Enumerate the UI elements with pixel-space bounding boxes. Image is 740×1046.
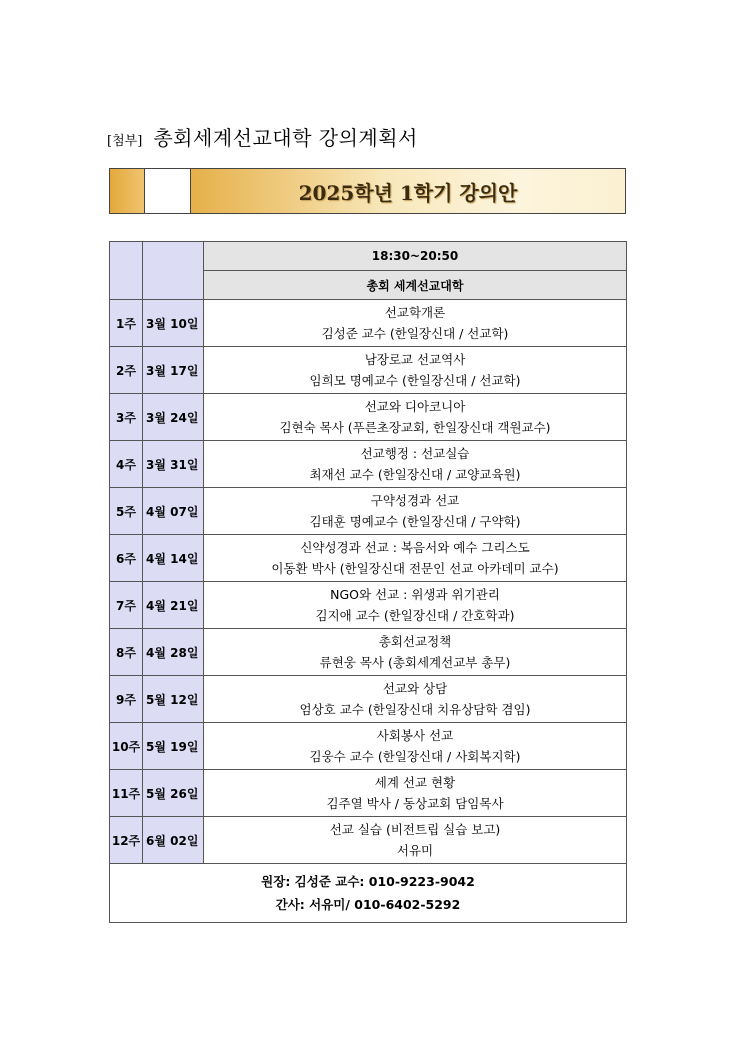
table-row — [110, 441, 627, 488]
banner-title: 2025학년 1학기 강의안 — [298, 180, 518, 205]
lecture-cell — [204, 394, 627, 441]
week-cell: 5주 — [110, 488, 143, 535]
lecture-topic: 선교와 디아코니아 — [364, 399, 466, 414]
lecture-lecturer: 최재선 교수 (한일장신대 / 교양교육원) — [309, 467, 521, 482]
table-row — [110, 347, 627, 394]
date-cell: 5월 26일 — [143, 770, 204, 817]
lecture-topic: 사회봉사 선교 — [376, 728, 454, 743]
lecture-lecturer: 김성준 교수 (한일장신대 / 선교학) — [321, 326, 509, 341]
date-cell: 3월 31일 — [143, 441, 204, 488]
week-cell: 10주 — [110, 723, 143, 770]
header-week-cell — [110, 242, 143, 300]
week-cell: 12주 — [110, 817, 143, 864]
week-cell: 9주 — [110, 676, 143, 723]
lecture-topic: NGO와 선교 : 위생과 위기관리 — [330, 587, 500, 602]
lecture-topic: 선교와 상담 — [382, 681, 448, 696]
header-date-cell — [143, 242, 204, 300]
lecture-lecturer: 서유미 — [396, 843, 434, 858]
lecture-lecturer: 김웅수 교수 (한일장신대 / 사회복지학) — [309, 749, 521, 764]
table-row — [110, 300, 627, 347]
lecture-cell — [204, 535, 627, 582]
table-row — [110, 629, 627, 676]
lecture-cell — [204, 347, 627, 394]
date-cell: 4월 14일 — [143, 535, 204, 582]
date-cell: 6월 02일 — [143, 817, 204, 864]
lecture-lecturer: 이동환 박사 (한일장신대 전문인 선교 아카데미 교수) — [271, 561, 559, 576]
date-cell: 5월 19일 — [143, 723, 204, 770]
lecture-lecturer: 류현웅 목사 (총회세계선교부 총무) — [319, 655, 511, 670]
lecture-lecturer: 김주열 박사 / 동상교회 담임목사 — [326, 796, 504, 811]
date-cell: 3월 24일 — [143, 394, 204, 441]
lecture-lecturer: 김태훈 명예교수 (한일장신대 / 구약학) — [309, 514, 521, 529]
attachment-tag: [첨부] — [107, 134, 143, 149]
lecture-cell — [204, 723, 627, 770]
week-cell: 7주 — [110, 582, 143, 629]
table-row — [110, 676, 627, 723]
lecture-cell — [204, 300, 627, 347]
week-cell: 1주 — [110, 300, 143, 347]
lecture-cell — [204, 441, 627, 488]
banner-gold-block — [110, 169, 145, 213]
lecture-lecturer: 임희모 명예교수 (한일장신대 / 선교학) — [309, 373, 521, 388]
table-row — [110, 582, 627, 629]
lecture-lecturer: 엄상호 교수 (한일장신대 치유상담학 겸임) — [299, 702, 531, 717]
week-cell: 8주 — [110, 629, 143, 676]
lecture-cell — [204, 770, 627, 817]
table-row — [110, 394, 627, 441]
director-contact: 원장: 김성준 교수: 010-9223-9042 — [261, 874, 475, 889]
lecture-schedule-table — [109, 241, 627, 923]
lecture-topic: 선교 실습 (비전트립 실습 보고) — [329, 822, 501, 837]
date-cell: 4월 07일 — [143, 488, 204, 535]
lecture-cell — [204, 488, 627, 535]
secretary-contact: 간사: 서유미/ 010-6402-5292 — [275, 897, 461, 912]
semester-banner — [109, 168, 626, 214]
table-row — [110, 535, 627, 582]
lecture-topic: 총회선교정책 — [378, 634, 452, 649]
table-row — [110, 817, 627, 864]
document-header — [107, 122, 418, 151]
lecture-topic: 선교행정 : 선교실습 — [360, 446, 470, 461]
date-cell: 3월 17일 — [143, 347, 204, 394]
banner-white-block — [145, 169, 191, 213]
lecture-cell — [204, 582, 627, 629]
org-header: 총회 세계선교대학 — [204, 271, 627, 300]
contact-footer — [110, 864, 627, 923]
table-row — [110, 488, 627, 535]
table-row — [110, 723, 627, 770]
date-cell: 5월 12일 — [143, 676, 204, 723]
lecture-topic: 신약성경과 선교 : 복음서와 예수 그리스도 — [300, 540, 530, 555]
week-cell: 3주 — [110, 394, 143, 441]
week-cell: 4주 — [110, 441, 143, 488]
lecture-topic: 남장로교 선교역사 — [364, 352, 466, 367]
lecture-topic: 구약성경과 선교 — [370, 493, 460, 508]
week-cell: 2주 — [110, 347, 143, 394]
lecture-topic: 세계 선교 현황 — [374, 775, 456, 790]
time-header: 18:30~20:50 — [204, 242, 627, 271]
document-title: 총회세계선교대학 강의계획서 — [153, 126, 418, 150]
lecture-topic: 선교학개론 — [384, 305, 446, 320]
lecture-cell — [204, 629, 627, 676]
week-cell: 6주 — [110, 535, 143, 582]
week-cell: 11주 — [110, 770, 143, 817]
banner-title-cell — [191, 169, 625, 213]
lecture-cell — [204, 676, 627, 723]
date-cell: 3월 10일 — [143, 300, 204, 347]
contact-footer-row — [110, 864, 627, 923]
lecture-lecturer: 김지애 교수 (한일장신대 / 간호학과) — [315, 608, 515, 623]
date-cell: 4월 21일 — [143, 582, 204, 629]
table-row — [110, 770, 627, 817]
lecture-lecturer: 김현숙 목사 (푸른초장교회, 한일장신대 객원교수) — [279, 420, 551, 435]
lecture-cell — [204, 817, 627, 864]
date-cell: 4월 28일 — [143, 629, 204, 676]
